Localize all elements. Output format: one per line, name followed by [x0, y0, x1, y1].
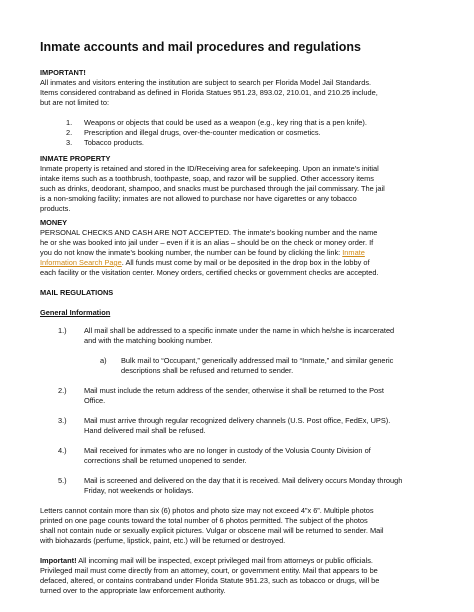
money-heading: MONEY: [40, 218, 68, 227]
list-number: 2.: [66, 128, 73, 137]
letters-line-3: shall not contain nude or sexually explicit pictures. Vulgar or obscene mail will be returned to sender. Mail: [40, 526, 384, 535]
important-line-3: but are not limited to:: [40, 98, 110, 107]
mail-item-line: Mail must include the return address of the sender, otherwise it shall be returned to the Post: [84, 386, 384, 395]
mail-item-line: All mail shall be addressed to a specific inmate under the name in which he/she is incarcerated: [84, 326, 395, 335]
money-line-4-text: . All funds must come by mail or be deposited in the drop box in the lobby of: [121, 258, 370, 267]
money-line-1: PERSONAL CHECKS AND CASH ARE NOT ACCEPTED. The inmate’s booking number and the name: [40, 228, 378, 237]
money-line-3-text: you do not know the inmate’s booking number, the number can be found by clicking the link:: [40, 248, 343, 257]
property-line-1: Inmate property is retained and stored in the ID/Receiving area for safekeeping. Upon an inmate’s initial: [40, 164, 379, 173]
mail-item-line: Bulk mail to “Occupant,” generically addressed mail to “Inmate,” and similar generic: [121, 356, 394, 365]
important-mail-line-1: [40, 556, 444, 566]
important-heading: IMPORTANT!: [40, 68, 86, 77]
mail-item-number: 4.): [58, 446, 67, 455]
important-mail-text: All incoming mail will be inspected, except privileged mail from attorneys or public officials.: [76, 556, 373, 565]
list-item: Weapons or objects that could be used as a weapon (e.g., key ring that is a pen knife).: [84, 118, 367, 127]
mail-item-line: Office.: [84, 396, 106, 405]
mail-item-line: Friday, not weekends or holidays.: [84, 486, 194, 495]
property-line-2: intake items such as a toothbrush, toothpaste, soap, and razor will be supplied. Other accessory items: [40, 174, 374, 183]
important-line-1: All inmates and visitors entering the institution are subject to search per Florida Model Jail Standards.: [40, 78, 372, 87]
list-number: 3.: [66, 138, 73, 147]
important-mail-line-3: defaced, altered, or contains contraband under Florida Statute 951.23, such as tobacco or drugs, will be: [40, 576, 380, 585]
money-line-3: [40, 248, 444, 258]
mail-item-line: corrections shall be returned unopened to sender.: [84, 456, 247, 465]
list-number: 1.: [66, 118, 73, 127]
important-line-2: Items considered contraband as defined in Florida Statues 951.23, 893.02, 210.01, and 210.25 include,: [40, 88, 378, 97]
letters-line-1: Letters cannot contain more than six (6) photos and photo size may not exceed 4”x 6”. Multiple photos: [40, 506, 374, 515]
inmate-search-link-continued[interactable]: Information Search Page: [40, 258, 122, 267]
inmate-property-heading: INMATE PROPERTY: [40, 154, 111, 163]
mail-item-line: Mail is screened and delivered on the day that it is received. Mail delivery occurs Monday through: [84, 476, 403, 485]
mail-item-line: Mail must arrive through regular recognized delivery channels (U.S. Post office, FedEx, UPS).: [84, 416, 391, 425]
inmate-search-link[interactable]: Inmate: [342, 248, 365, 257]
money-line-2: he or she was booked into jail under – even if it is an alias – should be on the check or money order. If: [40, 238, 374, 247]
general-information-heading: General Information: [40, 308, 111, 317]
important-label: Important!: [40, 556, 77, 565]
list-item: Tobacco products.: [84, 138, 144, 147]
property-line-4: is a non-smoking facility; inmates are not allowed to purchase nor have cigarettes or any tobacco: [40, 194, 357, 203]
property-line-5: products.: [40, 204, 71, 213]
mail-subitem-number: a): [100, 356, 107, 365]
mail-item-line: Mail received for inmates who are no longer in custody of the Volusia County Division of: [84, 446, 371, 455]
mail-item-number: 5.): [58, 476, 67, 485]
mail-regulations-heading: MAIL REGULATIONS: [40, 288, 114, 297]
important-mail-line-4: turned over to the appropriate law enforcement authority.: [40, 586, 226, 595]
mail-item-line: Hand delivered mail shall be refused.: [84, 426, 206, 435]
important-mail-line-2: Privileged mail must come directly from an attorney, court, or government entity. Mail that appears to be: [40, 566, 378, 575]
letters-line-4: with biohazards (perfume, lipstick, paint, etc.) will be returned or destroyed.: [40, 536, 286, 545]
page-title: Inmate accounts and mail procedures and regulations: [40, 40, 361, 54]
letters-line-2: printed on one page counts toward the total number of 6 photos permitted. The subject of the photos: [40, 516, 368, 525]
mail-item-number: 2.): [58, 386, 67, 395]
mail-item-number: 3.): [58, 416, 67, 425]
money-line-4: [40, 258, 444, 268]
mail-item-number: 1.): [58, 326, 67, 335]
property-line-3: such as drinks, deodorant, shampoo, and snacks must be purchased through the jail commissary. The jail: [40, 184, 385, 193]
list-item: Prescription and illegal drugs, over-the-counter medication or cosmetics.: [84, 128, 321, 137]
mail-item-line: and with the matching booking number.: [84, 336, 213, 345]
money-line-5: each facility or the visitation center. Money orders, certified checks or government checks are accepted.: [40, 268, 379, 277]
mail-item-line: descriptions shall be refused and returned to sender.: [121, 366, 294, 375]
